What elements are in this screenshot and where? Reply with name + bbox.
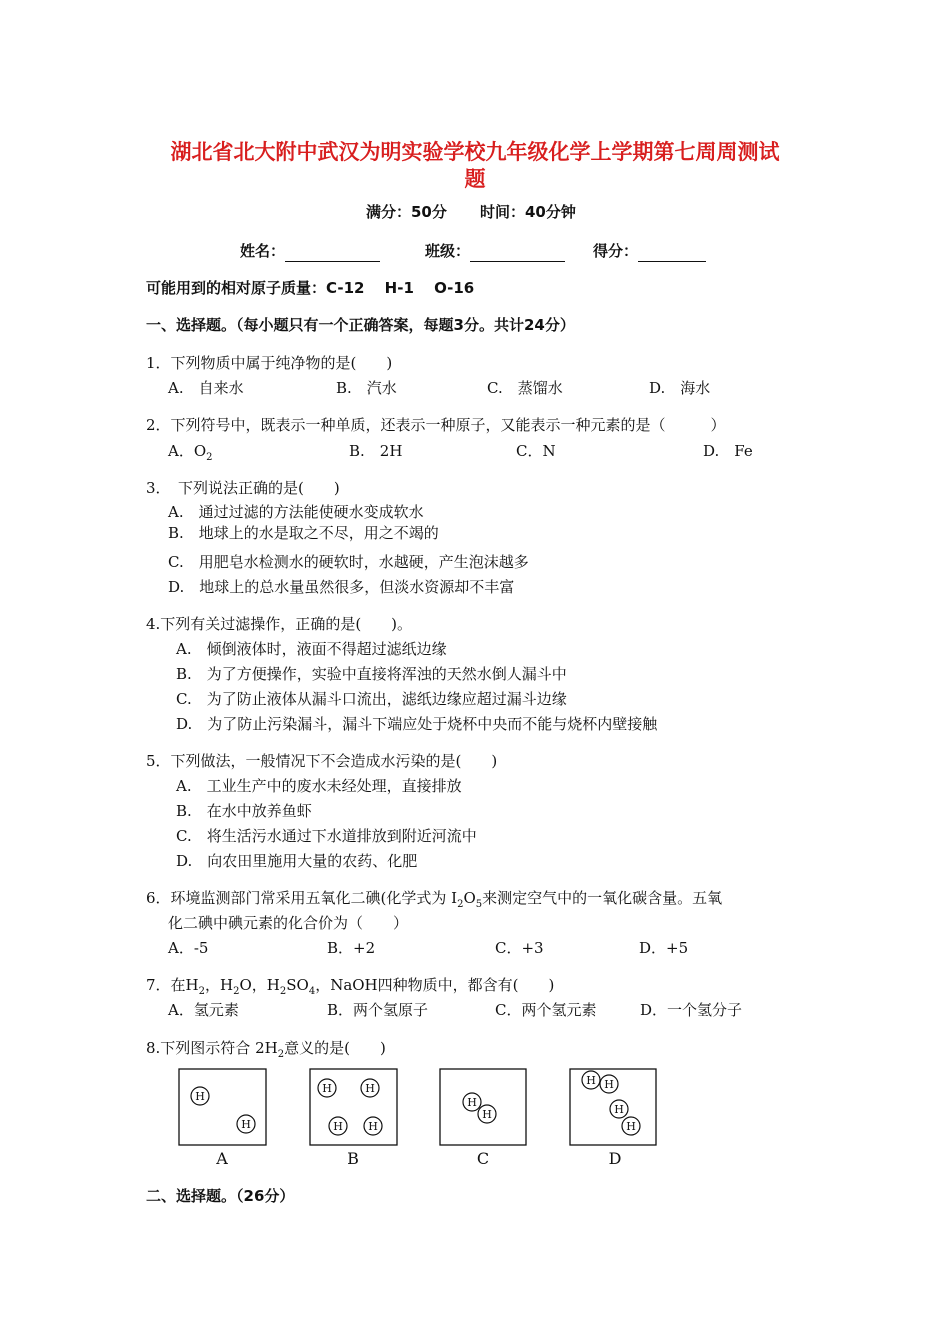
q4-option-d[interactable]: D. 为了防止污染漏斗，漏斗下端应处于烧杯中央而不能与烧杯内壁接触 [176, 715, 658, 733]
q8-label-a: A [216, 1149, 228, 1168]
section-2-heading: 二、选择题。（26分） [146, 1187, 295, 1205]
q3-option-d[interactable]: D. 地球上的总水量虽然很多，但淡水资源却不丰富 [168, 578, 515, 596]
q5-stem: 5．下列做法，一般情况下不会造成水污染的是( ) [146, 752, 498, 770]
q8-figure [170, 1066, 670, 1176]
q8-a-hydrogen-atom-1 [191, 1087, 209, 1105]
q5-option-a[interactable]: A. 工业生产中的废水未经处理，直接排放 [176, 777, 462, 795]
q6-stem-line2: 化二碘中碘元素的化合价为（ ） [168, 914, 409, 932]
q2-option-c[interactable]: C．N [516, 442, 556, 460]
hydrogen-atom-symbol: H [626, 1120, 636, 1133]
q2-option-d[interactable]: D. Fe [703, 442, 753, 460]
hydrogen-atom-symbol: H [614, 1103, 624, 1116]
hydrogen-atom-symbol: H [467, 1096, 477, 1109]
q8-label-b: B [347, 1149, 359, 1168]
q2-option-b[interactable]: B. 2H [349, 442, 403, 460]
q8-c-hydrogen-atom-2 [478, 1105, 496, 1123]
hydrogen-atom-symbol: H [333, 1120, 343, 1133]
hydrogen-atom-symbol: H [604, 1078, 614, 1091]
q6-stem: 6．环境监测部门常采用五氧化二碘(化学式为 $I_2O_5$来测定空气中的一氧化碳含量。五氧 [146, 889, 723, 910]
class-label: 班级： [425, 242, 471, 260]
hydrogen-atom-symbol: H [586, 1074, 596, 1087]
grade-label: 得分： [593, 242, 639, 260]
q1-option-a[interactable]: A. 自来水 [168, 379, 244, 397]
section-1-heading: 一、选择题。（每小题只有一个正确答案，每题3分。共计24分） [146, 316, 575, 334]
q6-option-b[interactable]: B．+2 [327, 939, 376, 957]
q7-option-c[interactable]: C．两个氢元素 [495, 1001, 597, 1019]
page-title-continued: 题 [464, 167, 486, 191]
q4-option-b[interactable]: B. 为了方便操作，实验中直接将浑浊的天然水倒人漏斗中 [176, 665, 567, 683]
q6-option-d[interactable]: D．+5 [639, 939, 689, 957]
q1-option-c[interactable]: C. 蒸馏水 [487, 379, 563, 397]
q3-option-a[interactable]: A. 通过过滤的方法能使硬水变成软水 [168, 503, 424, 521]
q8-d-hydrogen-atom-3 [610, 1100, 628, 1118]
q8-d-hydrogen-atom-2 [600, 1075, 618, 1093]
q8-label-c: C [476, 1149, 490, 1168]
q1-option-b[interactable]: B. 汽水 [336, 379, 397, 397]
q5-option-d[interactable]: D. 向农田里施用大量的农药、化肥 [176, 852, 418, 870]
q5-option-b[interactable]: B. 在水中放养鱼虾 [176, 802, 312, 820]
q8-c-hydrogen-atom-1 [463, 1093, 481, 1111]
hydrogen-atom-symbol: H [365, 1082, 375, 1095]
q8-stem: 8.下列图示符合 $2H_2$意义的是( ) [146, 1039, 386, 1060]
q3-stem: 3． 下列说法正确的是( ) [146, 479, 340, 497]
q3-option-b[interactable]: B. 地球上的水是取之不尽，用之不竭的 [168, 524, 439, 542]
q5-option-c[interactable]: C. 将生活污水通过下水道排放到附近河流中 [176, 827, 477, 845]
class-field [425, 240, 565, 262]
full-score: 满分：50分 [366, 203, 447, 221]
q8-box-a[interactable] [179, 1069, 266, 1145]
name-blank[interactable] [285, 245, 380, 262]
q8-d-hydrogen-atom-1 [582, 1071, 600, 1089]
q8-d-hydrogen-atom-4 [622, 1117, 640, 1135]
q3-option-c[interactable]: C. 用肥皂水检测水的硬软时，水越硬，产生泡沫越多 [168, 553, 529, 571]
q6-option-c[interactable]: C．+3 [495, 939, 544, 957]
hydrogen-atom-symbol: H [195, 1090, 205, 1103]
q7-option-b[interactable]: B．两个氢原子 [327, 1001, 429, 1019]
q1-option-d[interactable]: D. 海水 [649, 379, 711, 397]
q8-label-d: D [608, 1149, 622, 1168]
name-label: 姓名： [240, 242, 286, 260]
hydrogen-atom-symbol: H [241, 1118, 251, 1131]
q2-option-a[interactable]: A．$O_2$ [168, 442, 213, 463]
grade-field [593, 240, 706, 262]
q4-option-c[interactable]: C. 为了防止液体从漏斗口流出，滤纸边缘应超过漏斗边缘 [176, 690, 567, 708]
q4-stem: 4.下列有关过滤操作，正确的是( )。 [146, 615, 413, 633]
q2-stem: 2．下列符号中，既表示一种单质，还表示一种原子，又能表示一种元素的是（ ） [146, 416, 726, 434]
q6-option-a[interactable]: A．-5 [168, 939, 209, 957]
q1-stem: 1．下列物质中属于纯净物的是( ) [146, 354, 393, 372]
hydrogen-atom-symbol: H [482, 1108, 492, 1121]
hydrogen-atom-symbol: H [368, 1120, 378, 1133]
class-blank[interactable] [470, 245, 565, 262]
q8-b-hydrogen-atom-4 [364, 1117, 382, 1135]
hydrogen-atom-symbol: H [322, 1082, 332, 1095]
q4-option-a[interactable]: A. 倾倒液体时，液面不得超过滤纸边缘 [176, 640, 447, 658]
q8-b-hydrogen-atom-1 [318, 1079, 336, 1097]
q7-stem: 7．在$H_2$，$H_2O$，$H_2SO_4$，NaOH四种物质中，都含有( ) [146, 976, 555, 997]
atomic-mass-note: 可能用到的相对原子质量：C-12 H-1 O-16 [146, 279, 475, 297]
exam-time: 时间：40分钟 [480, 203, 576, 221]
q7-option-d[interactable]: D．一个氢分子 [640, 1001, 743, 1019]
q8-b-hydrogen-atom-3 [329, 1117, 347, 1135]
grade-blank[interactable] [638, 245, 706, 262]
page-title: 湖北省北大附中武汉为明实验学校九年级化学上学期第七周周测试 [170, 140, 780, 164]
q7-option-a[interactable]: A．氢元素 [168, 1001, 239, 1019]
q8-a-hydrogen-atom-2 [237, 1115, 255, 1133]
name-field [240, 240, 380, 262]
q8-b-hydrogen-atom-2 [361, 1079, 379, 1097]
